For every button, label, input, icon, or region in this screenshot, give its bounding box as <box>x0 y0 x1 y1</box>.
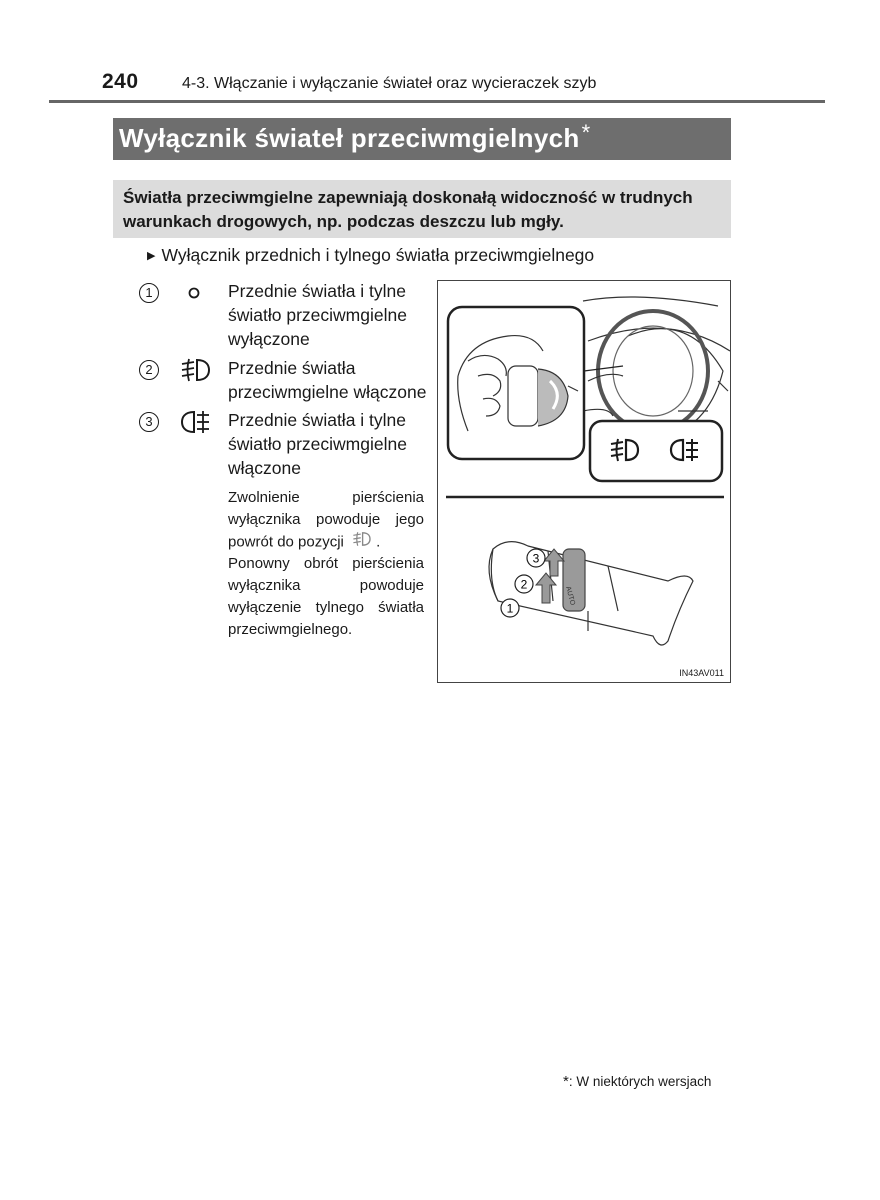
stalk-label-auto: AUTO <box>564 585 576 607</box>
section-title <box>113 118 731 160</box>
figure-code: IN43AV011 <box>679 668 724 678</box>
release-note-text: Zwolnienie pierścienia wyłącznika powoduje jego powrót do pozycji <box>228 489 424 551</box>
callout-number: 2 <box>520 577 528 592</box>
footnote-text: : W niektórych wersjach <box>568 1074 712 1089</box>
footnote <box>563 1073 711 1090</box>
front-fog-light-icon <box>350 531 374 554</box>
rotate-note: Ponowny obrót pierścienia wyłącznika powoduje wyłączenie tylnego światła przeciwmgielnego. <box>228 555 424 638</box>
dashboard-drawing <box>583 297 730 441</box>
sub-heading <box>147 245 594 266</box>
item-number: 1 <box>139 283 159 303</box>
item-text: Przednie światła przeciwmgielne włączone <box>228 358 427 402</box>
off-circle-icon <box>187 286 201 305</box>
section-title-text: Wyłącznik świateł przeciwmgielnych <box>119 123 580 153</box>
page-number: 240 <box>102 70 139 93</box>
stalk-drawing <box>489 542 693 645</box>
header-rule <box>49 100 825 103</box>
item-text: Przednie światła i tylne światło przeciwmgielne wyłączone <box>228 281 407 349</box>
sub-heading-text: Wyłącznik przednich i tylnego światła przeciwmgielnego <box>161 245 595 265</box>
release-note-end: . <box>376 533 381 551</box>
release-note <box>228 487 424 554</box>
callout-number: 3 <box>532 551 540 566</box>
item-text: Przednie światła i tylne światło przeciwmgielne włączone <box>228 410 407 478</box>
item-number: 3 <box>139 412 159 432</box>
rear-fog-light-icon <box>179 409 213 440</box>
callout-2 <box>515 575 533 593</box>
callout-number: 1 <box>506 601 514 616</box>
fog-icon-callout <box>590 421 722 481</box>
figure <box>437 280 731 683</box>
front-fog-light-icon <box>179 357 213 388</box>
illustration <box>438 281 730 682</box>
intro-box: Światła przeciwmgielne zapewniają doskonałą widoczność w trudnych warunkach drogowych, np. podczas deszczu lub mgły. <box>113 180 731 238</box>
asterisk-mark: * <box>563 1073 569 1090</box>
triangle-bullet-icon: ▶ <box>147 250 156 262</box>
item-number: 2 <box>139 360 159 380</box>
chapter-title: 4-3. Włączanie i wyłączanie świateł oraz wycieraczek szyb <box>182 75 597 92</box>
callout-3 <box>527 549 545 567</box>
callout-1 <box>501 599 519 617</box>
asterisk-mark: * <box>581 120 591 145</box>
